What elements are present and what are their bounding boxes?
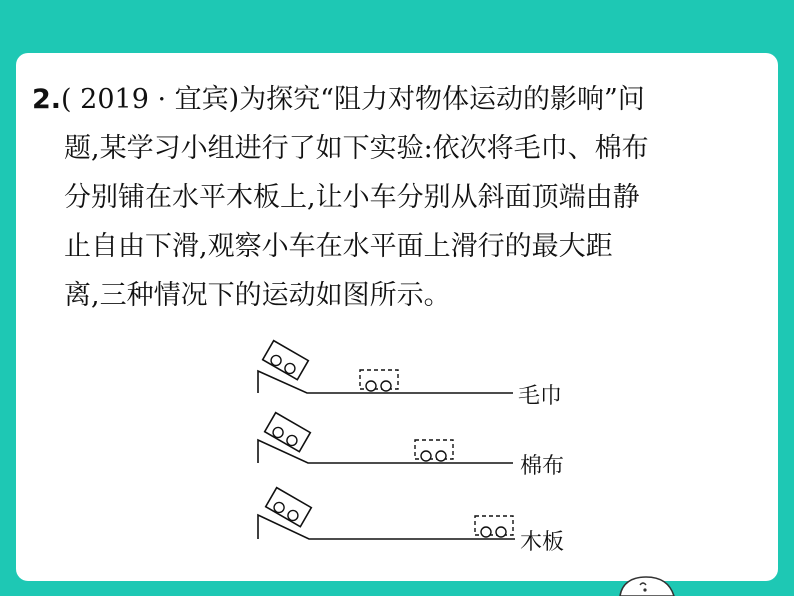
cart-on-ramp-icon <box>263 341 309 380</box>
problem-source: ( 2019 · 宜宾) <box>61 84 240 115</box>
cart-on-ramp-icon <box>266 488 312 527</box>
cart-stop-position-icon <box>475 516 513 537</box>
mascot-decoration-icon <box>618 575 678 596</box>
setup-towel <box>258 341 513 393</box>
surface-label-cotton: 棉布 <box>520 454 565 479</box>
problem-line-3: 分别铺在水平木板上,让小车分别从斜面顶端由静 <box>64 182 640 213</box>
problem-line-5: 离,三种情况下的运动如图所示。 <box>64 280 451 311</box>
setup-cotton <box>258 413 513 463</box>
surface-label-towel: 毛巾 <box>518 384 563 409</box>
problem-line-4: 止自由下滑,观察小车在水平面上滑行的最大距 <box>64 231 613 262</box>
problem-text-line: 为探究“阻力对物体运动的影响”问 <box>239 84 645 115</box>
cart-stop-position-icon <box>360 370 398 391</box>
problem-number: 2. <box>32 84 62 115</box>
surface-label-wood: 木板 <box>520 530 565 555</box>
problem-line-2: 题,某学习小组进行了如下实验:依次将毛巾、棉布 <box>64 133 649 164</box>
setup-wood <box>258 488 515 539</box>
cart-stop-position-icon <box>415 440 453 461</box>
